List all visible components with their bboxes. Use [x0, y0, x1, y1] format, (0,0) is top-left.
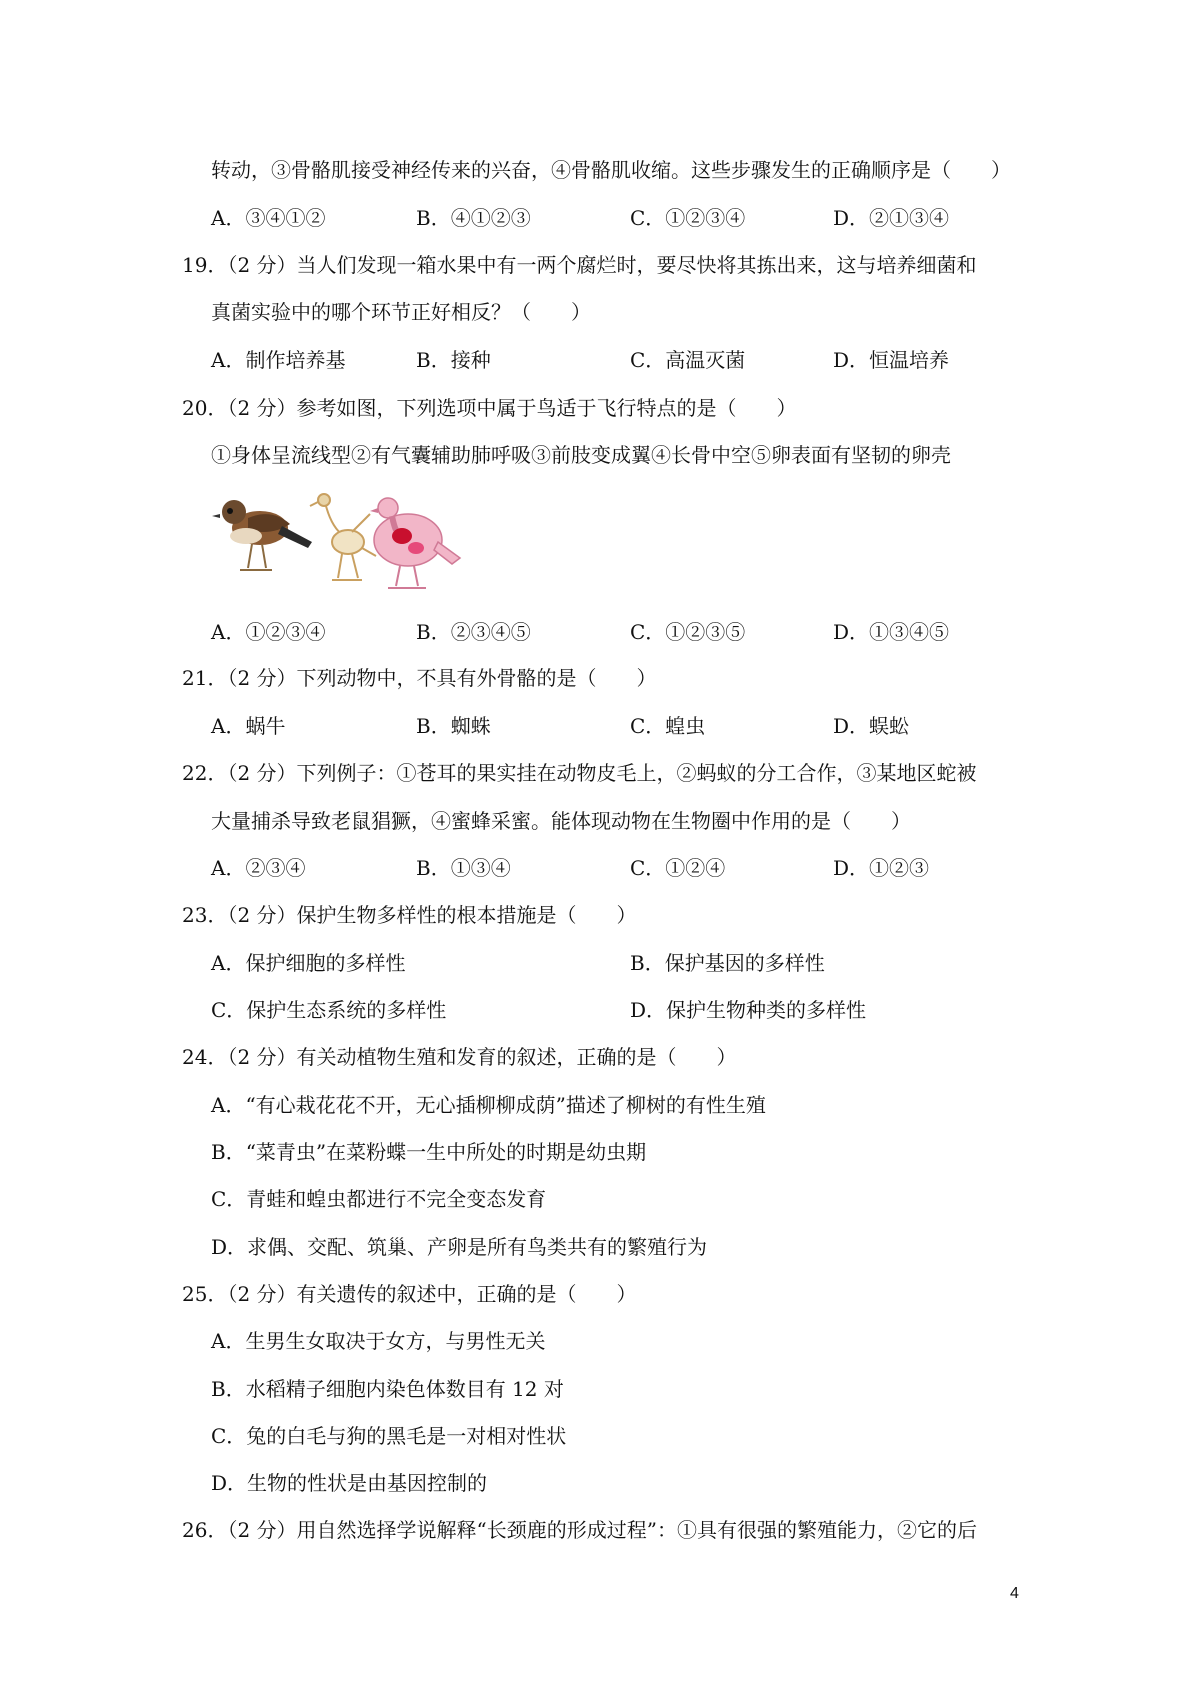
q18-option-a: A．③④①② [211, 206, 326, 230]
q20-option-b: B．②③④⑤ [416, 620, 531, 644]
q18-option-d: D．②①③④ [833, 206, 950, 230]
q19-option-b: B．接种 [416, 348, 491, 372]
q25-stem: 25．（2 分）有关遗传的叙述中，正确的是（ ） [182, 1282, 637, 1306]
q18-option-b: B．④①②③ [416, 206, 531, 230]
q24-option-d: D．求偶、交配、筑巢、产卵是所有鸟类共有的繁殖行为 [211, 1235, 708, 1259]
page-number: 4 [1010, 1585, 1019, 1602]
q20-stem-2: ①身体呈流线型②有气囊辅助肺呼吸③前肢变成翼④长骨中空⑤卵表面有坚韧的卵壳 [211, 443, 951, 467]
q22-stem: 22．（2 分）下列例子：①苍耳的果实挂在动物皮毛上，②蚂蚁的分工合作，③某地区蛇被 [182, 761, 977, 785]
q18-option-c: C．①②③④ [630, 206, 746, 230]
q19-stem-2: 真菌实验中的哪个环节正好相反？（ ） [211, 300, 591, 324]
q24-option-a: A．“有心栽花花不开，无心插柳柳成荫”描述了柳树的有性生殖 [211, 1093, 766, 1117]
q21-option-a: A．蜗牛 [211, 714, 286, 738]
q19-option-d: D．恒温培养 [833, 348, 950, 372]
q23-stem: 23．（2 分）保护生物多样性的根本措施是（ ） [182, 903, 637, 927]
q24-option-c: C．青蛙和蝗虫都进行不完全变态发育 [211, 1187, 547, 1211]
q23-option-b: B．保护基因的多样性 [630, 951, 825, 975]
q21-option-b: B．蜘蛛 [416, 714, 491, 738]
q22-stem-2: 大量捕杀导致老鼠猖獗，④蜜蜂采蜜。能体现动物在生物圈中作用的是（ ） [211, 809, 911, 833]
q18-stem-continued: 转动，③骨骼肌接受神经传来的兴奋，④骨骼肌收缩。这些步骤发生的正确顺序是（ ） [211, 158, 1011, 182]
q25-option-c: C．兔的白毛与狗的黑毛是一对相对性状 [211, 1424, 567, 1448]
q25-option-a: A．生男生女取决于女方，与男性无关 [211, 1329, 546, 1353]
q20-stem: 20．（2 分）参考如图，下列选项中属于鸟适于飞行特点的是（ ） [182, 396, 797, 420]
q20-option-d: D．①③④⑤ [833, 620, 950, 644]
q21-stem: 21．（2 分）下列动物中，不具有外骨骼的是（ ） [182, 666, 657, 690]
q21-option-c: C．蝗虫 [630, 714, 706, 738]
q20-option-c: C．①②③⑤ [630, 620, 746, 644]
q25-option-d: D．生物的性状是由基因控制的 [211, 1471, 488, 1495]
q24-option-b: B．“菜青虫”在菜粉蝶一生中所处的时期是幼虫期 [211, 1140, 647, 1164]
q26-stem: 26．（2 分）用自然选择学说解释“长颈鹿的形成过程”：①具有很强的繁殖能力，②它的后 [182, 1518, 977, 1542]
q22-option-d: D．①②③ [833, 856, 930, 880]
q23-option-c: C．保护生态系统的多样性 [211, 998, 447, 1022]
q25-option-b: B．水稻精子细胞内染色体数目有 12 对 [211, 1377, 564, 1401]
bird-figure [212, 478, 464, 600]
q22-option-c: C．①②④ [630, 856, 726, 880]
bird-internal-organs-illustration [370, 498, 460, 588]
sparrow-illustration [212, 500, 312, 570]
q20-option-a: A．①②③④ [211, 620, 326, 644]
q19-stem: 19．（2 分）当人们发现一箱水果中有一两个腐烂时，要尽快将其拣出来，这与培养细菌和 [182, 253, 977, 277]
q21-option-d: D．蜈蚣 [833, 714, 910, 738]
bird-skeleton-illustration [310, 494, 376, 580]
q22-option-a: A．②③④ [211, 856, 306, 880]
q19-option-a: A．制作培养基 [211, 348, 346, 372]
q23-option-a: A．保护细胞的多样性 [211, 951, 406, 975]
q24-stem: 24．（2 分）有关动植物生殖和发育的叙述，正确的是（ ） [182, 1045, 737, 1069]
q22-option-b: B．①③④ [416, 856, 511, 880]
q23-option-d: D．保护生物种类的多样性 [630, 998, 867, 1022]
q19-option-c: C．高温灭菌 [630, 348, 746, 372]
